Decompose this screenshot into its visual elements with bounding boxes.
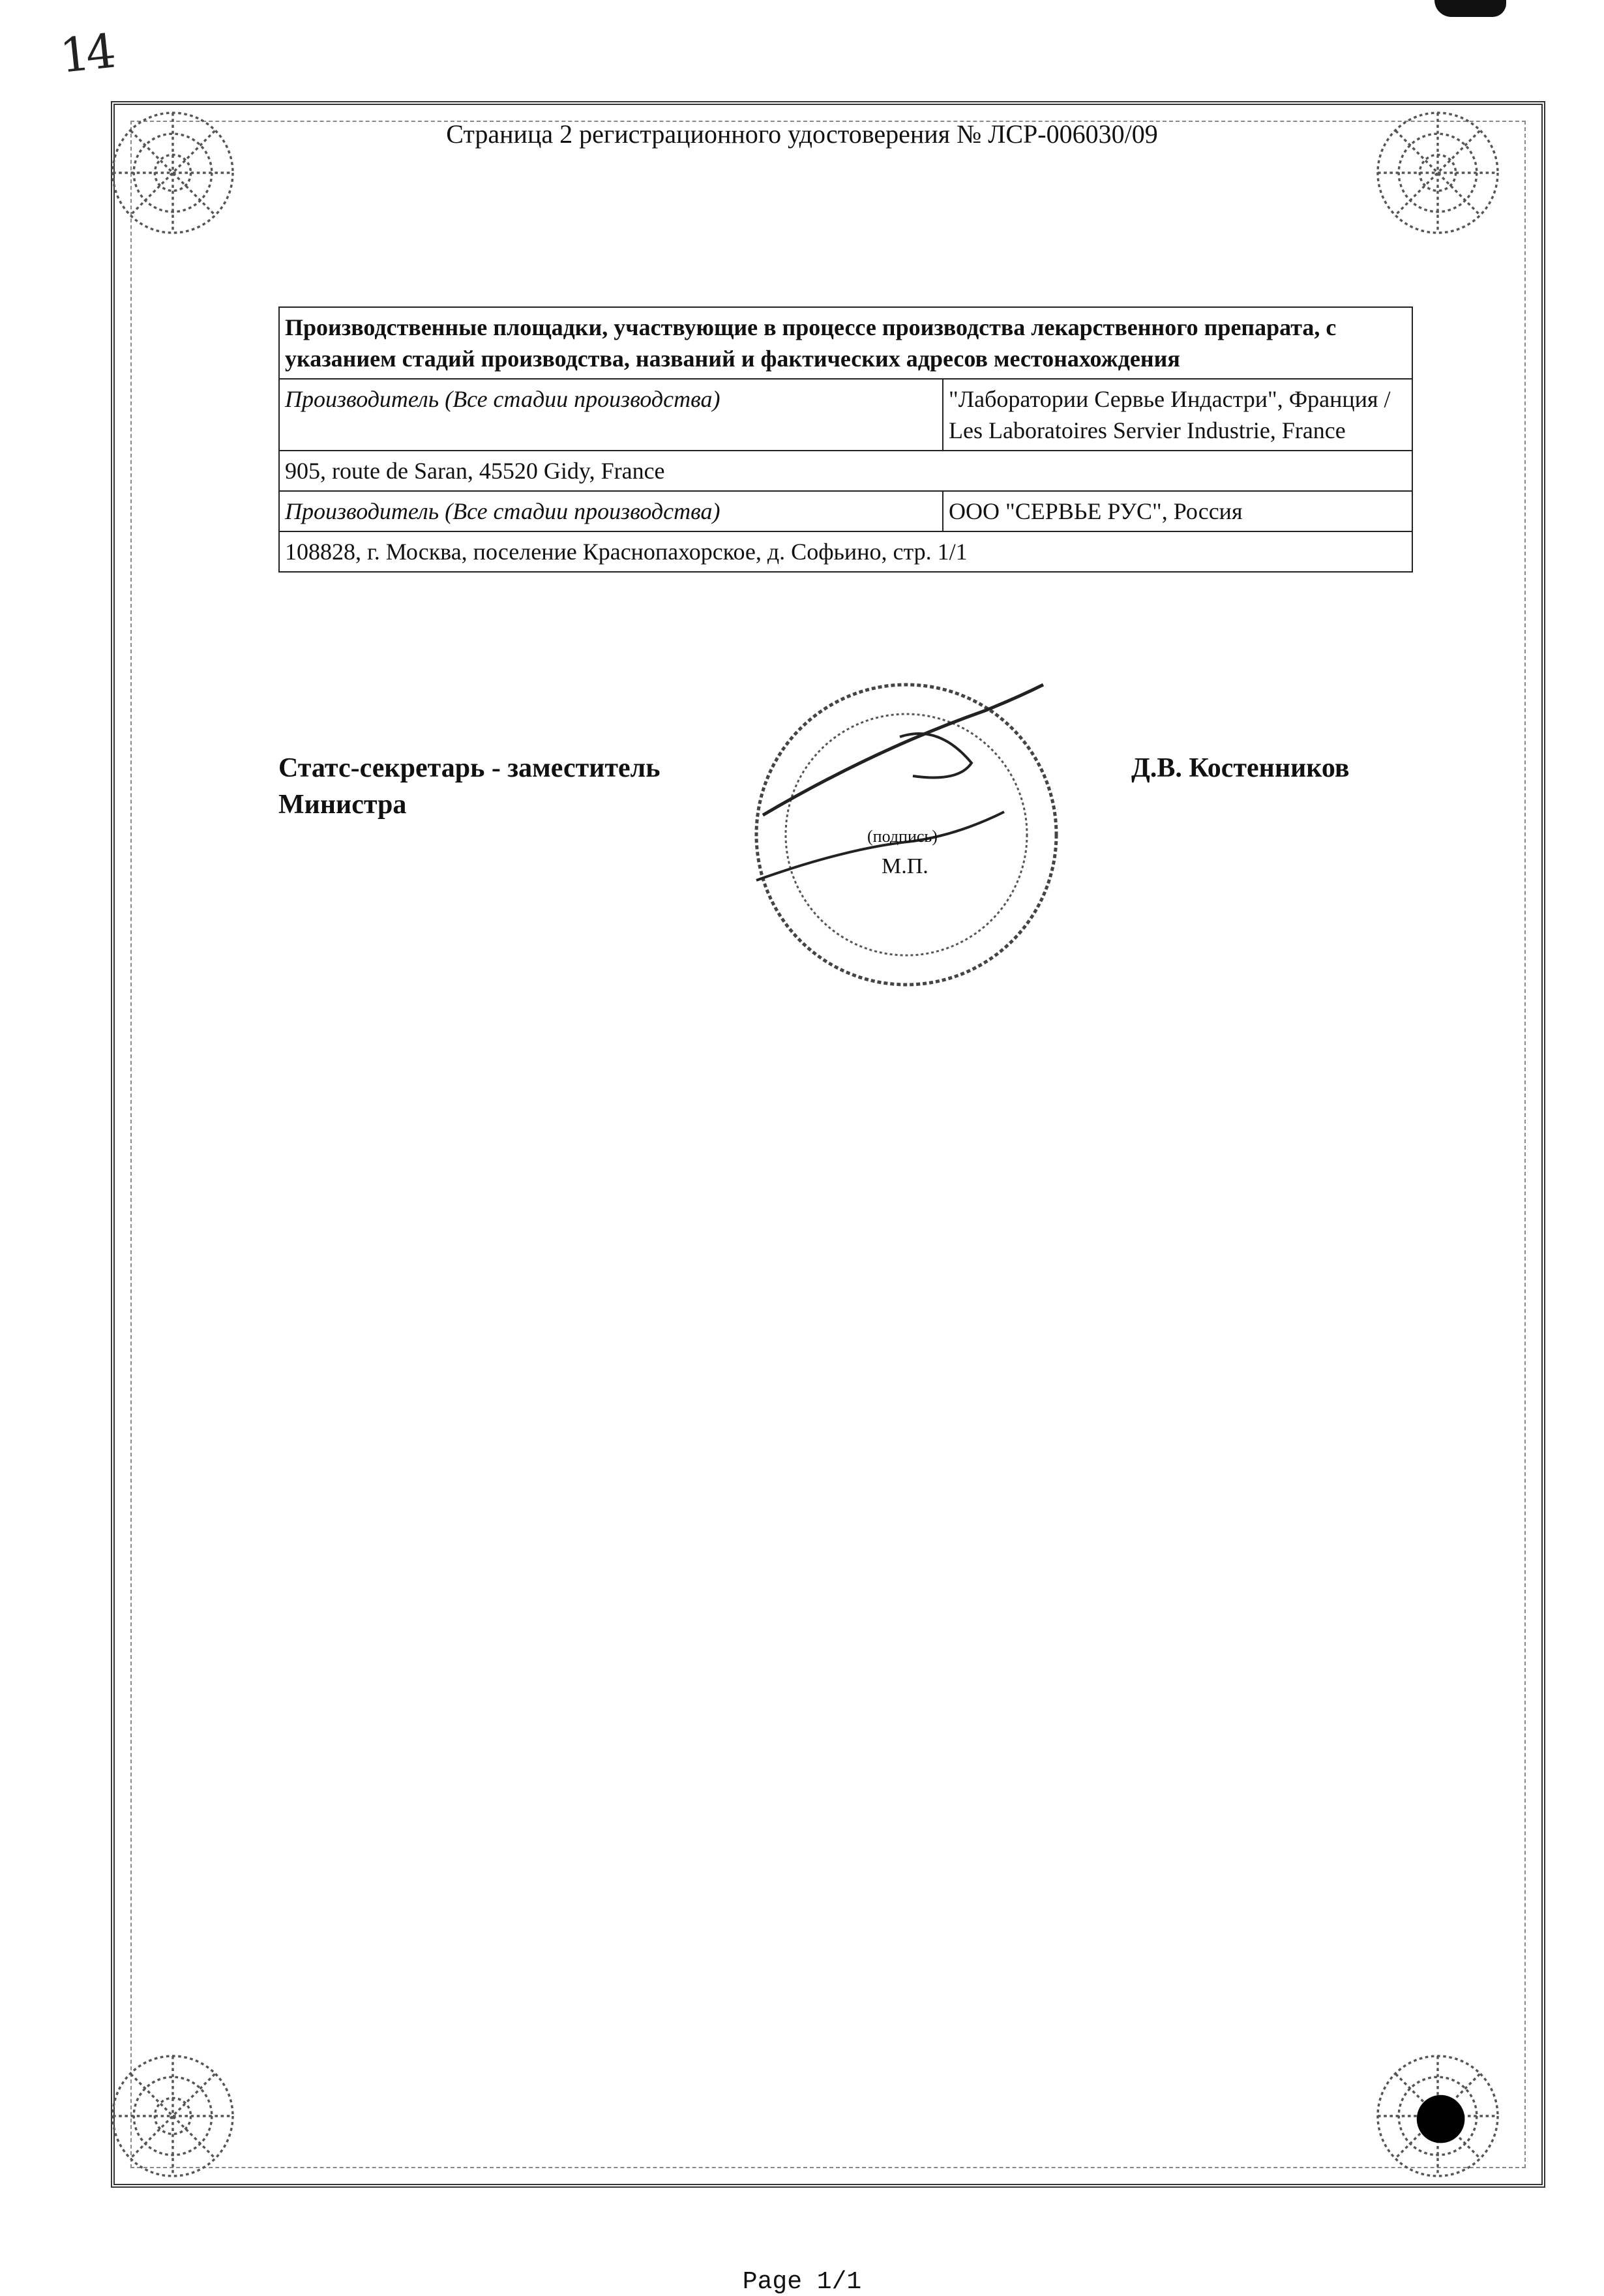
- table-row: [279, 491, 1412, 531]
- corner-rosette-bottom-left: [98, 2041, 248, 2191]
- table-row: [279, 451, 1412, 491]
- manufacturer-address: 905, route de Saran, 45520 Gidy, France: [279, 451, 1412, 491]
- manufacturer-company: ООО "СЕРВЬЕ РУС", Россия: [943, 491, 1412, 531]
- signatory-position-line2: Министра: [278, 790, 407, 820]
- signatory-position-line1: Статс-секретарь - заместитель: [278, 753, 661, 783]
- manufacturer-address: 108828, г. Москва, поселение Краснопахорское, д. Софьино, стр. 1/1: [279, 531, 1412, 572]
- table-row: [279, 531, 1412, 572]
- table-row: [279, 379, 1412, 451]
- stamp-signature-label: (подпись): [867, 827, 938, 846]
- manufacturer-role: Производитель (Все стадии производства): [279, 491, 943, 531]
- ink-blot: [1434, 0, 1506, 17]
- corner-rosette-bottom-right: [1363, 2041, 1513, 2191]
- table-heading-row: [279, 307, 1412, 379]
- signatory-position: [278, 750, 660, 823]
- signatory-name: Д.В. Костенников: [1131, 753, 1350, 783]
- page-footer: Page 1/1: [742, 2268, 862, 2296]
- page-header: Страница 2 регистрационного удостоверения № ЛСР-006030/09: [446, 119, 1158, 149]
- production-sites-table: [278, 306, 1413, 573]
- handwritten-page-number: 14: [57, 23, 115, 83]
- stamp-seal-label: М.П.: [882, 854, 928, 878]
- table-heading: Производственные площадки, участвующие в процессе производства лекарственного препарата, с указанием стадий производства, названий и фактических адресов местонахождения: [279, 307, 1412, 379]
- manufacturer-company: "Лаборатории Сервье Индастри", Франция / Les Laboratoires Servier Industrie, France: [943, 379, 1412, 451]
- manufacturer-role: Производитель (Все стадии производства): [279, 379, 943, 451]
